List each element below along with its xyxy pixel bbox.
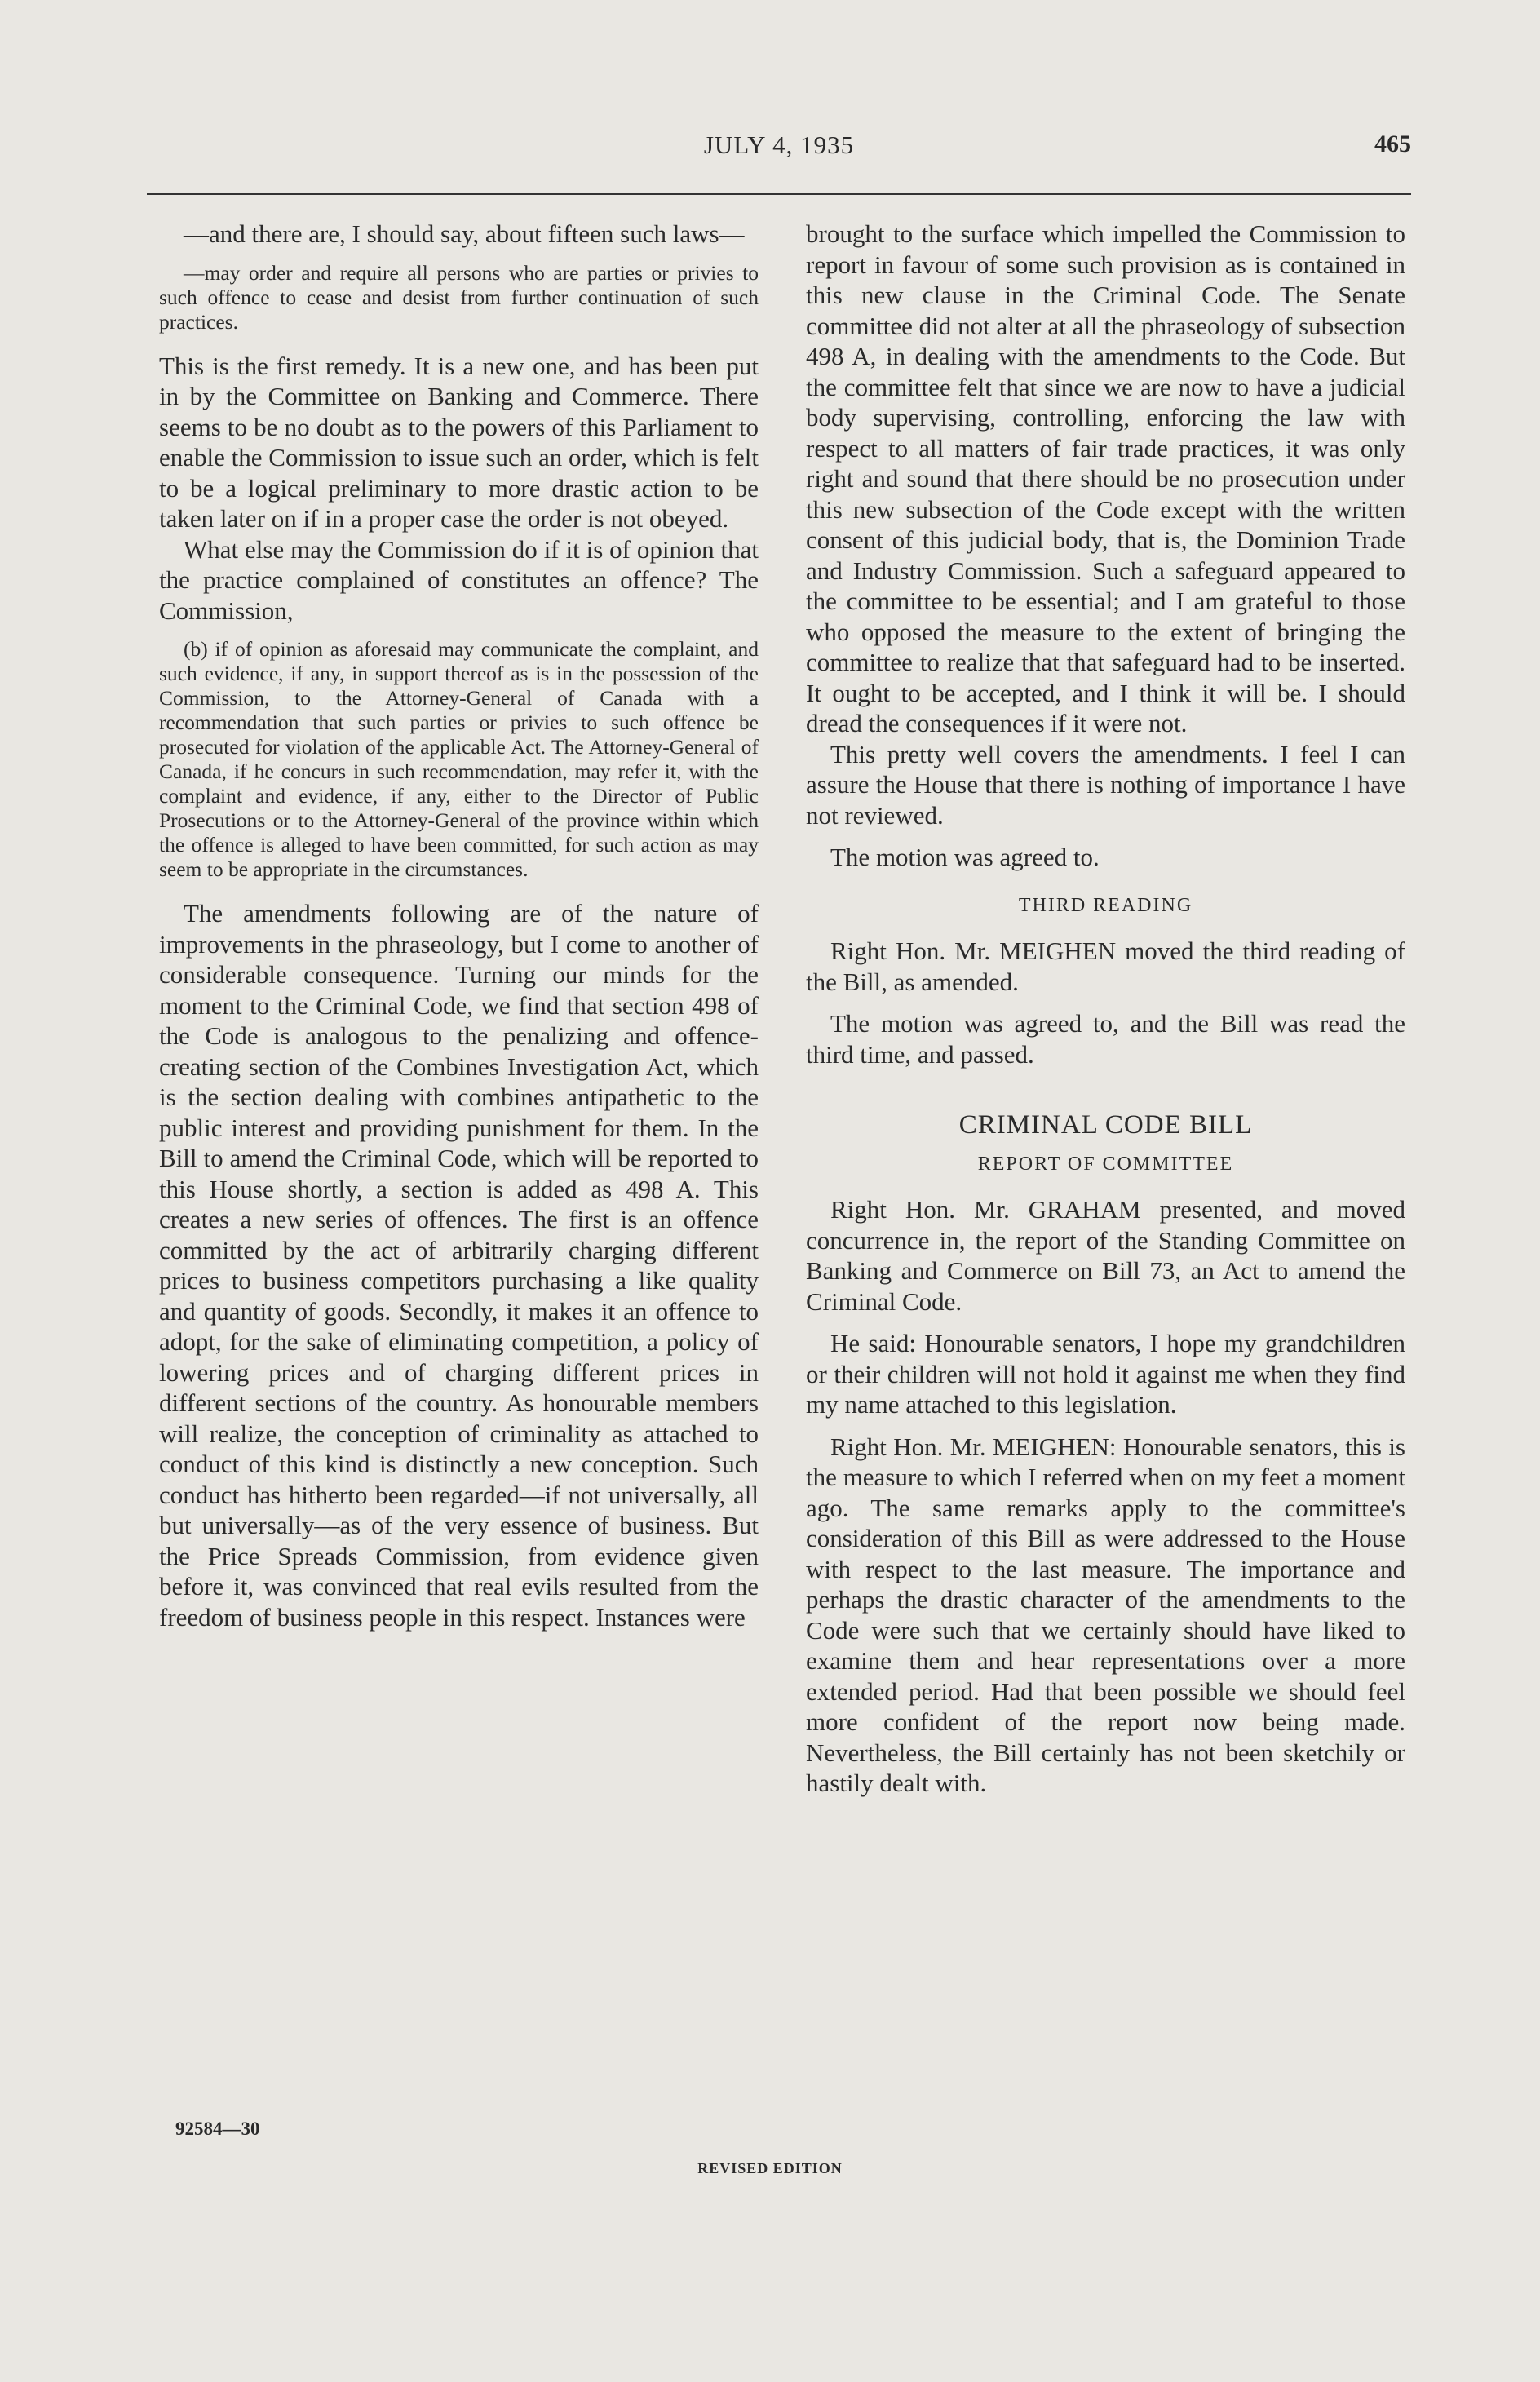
page-number: 465 xyxy=(1374,131,1411,157)
left-column xyxy=(159,219,759,1644)
paragraph: This pretty well covers the amendments. I feel I can assure the House that there is nothing of importance I have not reviewed. xyxy=(806,739,1405,830)
print-code: 92584—30 xyxy=(175,2119,260,2139)
paragraph: Right Hon. Mr. MEIGHEN moved the third reading of the Bill, as amended. xyxy=(806,936,1405,996)
header-rule xyxy=(147,193,1411,195)
section-heading: THIRD READING xyxy=(1018,894,1193,916)
paragraph: What else may the Commission do if it is of opinion that the practice complained of constitutes an offence? The Commission, xyxy=(159,534,759,625)
edition-label: REVISED EDITION xyxy=(697,2160,843,2176)
paragraph: The motion was agreed to, and the Bill was read the third time, and passed. xyxy=(806,1009,1405,1069)
paragraph: This is the first remedy. It is a new one, and has been put in by the Committee on Banking and Commerce. There seems to be no doubt as to the powers of this Parliament to enable the Commission to issue such an order, which is felt to be a logical preliminary to more drastic action to be taken later on if in a proper case the order is not obeyed. xyxy=(159,351,759,533)
paragraph: Right Hon. Mr. GRAHAM presented, and moved concurrence in, the report of the Standing Committee on Banking and Commerce on Bill 73, an Act to amend the Criminal Code. xyxy=(806,1195,1405,1316)
paragraph: —and there are, I should say, about fifteen such laws— xyxy=(184,219,745,248)
block-quote: —may order and require all persons who are parties or privies to such offence to cease and desist from further continuation of such practices. xyxy=(159,260,759,334)
paragraph: He said: Honourable senators, I hope my grandchildren or their children will not hold it against me when they find my name attached to this legislation. xyxy=(806,1329,1405,1419)
page-header xyxy=(147,131,1411,179)
right-column xyxy=(806,219,1405,1810)
paragraph: The motion was agreed to. xyxy=(830,843,1100,871)
bill-heading: CRIMINAL CODE BILL xyxy=(958,1110,1253,1140)
paragraph: brought to the surface which impelled the Commission to report in favour of some such provision as is contained in this new clause in the Criminal Code. The Senate committee did not alter at all the phraseology of subsection 498 A, in dealing with the amendments to the Code. But the committee felt that since we are now to have a judicial body supervising, controlling, enforcing the law with respect to all matters of fair trade practices, it was only right and sound that there should be no prosecution under this new subsection of the Code except with the written consent of this judicial body, that is, the Dominion Trade and Industry Commission. Such a safeguard appeared to the committee to be essential; and I am grateful to those who opposed the measure to the extent of bringing the committee to realize that that safeguard had to be inserted. It ought to be accepted, and I think it will be. I should dread the consequences if it were not. xyxy=(806,219,1405,737)
paragraph: The amendments following are of the nature of improvements in the phraseology, but I come to another of considerable consequence. Turning our minds for the moment to the Criminal Code, we find that section 498 of the Code is analogous to the penalizing and offence-creating section of the Combines Investigation Act, which is the section dealing with combines antipathetic to the public interest and providing punishment for them. In the Bill to amend the Criminal Code, which will be reported to this House shortly, a section is added as 498 A. This creates a new series of offences. The first is an offence committed by the act of arbitrarily charging different prices to business competitors purchasing a like quality and quantity of goods. Secondly, it makes it an offence to adopt, for the sake of eliminating competition, a policy of lowering prices and of charging different prices in different sections of the country. As honourable members will realize, the conception of criminality as attached to conduct of this kind is distinctly a new conception. Such conduct has hitherto been regarded—if not universally, all but universally—as of the very essence of business. But the Price Spreads Commission, from evidence given before it, was convinced that real evils resulted from the freedom of business people in this respect. Instances were xyxy=(159,899,759,1632)
block-quote: (b) if of opinion as aforesaid may communicate the complaint, and such evidence, if any, in support thereof as is in the possession of the Commission, to the Attorney-General of Canada with a recommendation that such parties or privies to such offence be prosecuted for violation of the applicable Act. The Attorney-General of Canada, if he concurs in such recommendation, may refer it, with the complaint and evidence, if any, either to the Director of Public Prosecutions or to the Attorney-General of the province within which the offence is alleged to have been committed, for such action as may seem to be appropriate in the circumstances. xyxy=(159,637,759,881)
section-heading: REPORT OF COMMITTEE xyxy=(977,1153,1234,1175)
header-date: JULY 4, 1935 xyxy=(703,131,855,159)
paragraph: Right Hon. Mr. MEIGHEN: Honourable senators, this is the measure to which I referred when on my feet a moment ago. The same remarks apply to the committee's consideration of this Bill as were addressed to the House with respect to the last measure. The importance and perhaps the drastic character of the amendments to the Code were such that we certainly should have liked to examine them and hear representations over a more extended period. Had that been possible we should feel more confident of the report now being made. Nevertheless, the Bill certainly has not been sketchily or hastily dealt with. xyxy=(806,1432,1405,1797)
